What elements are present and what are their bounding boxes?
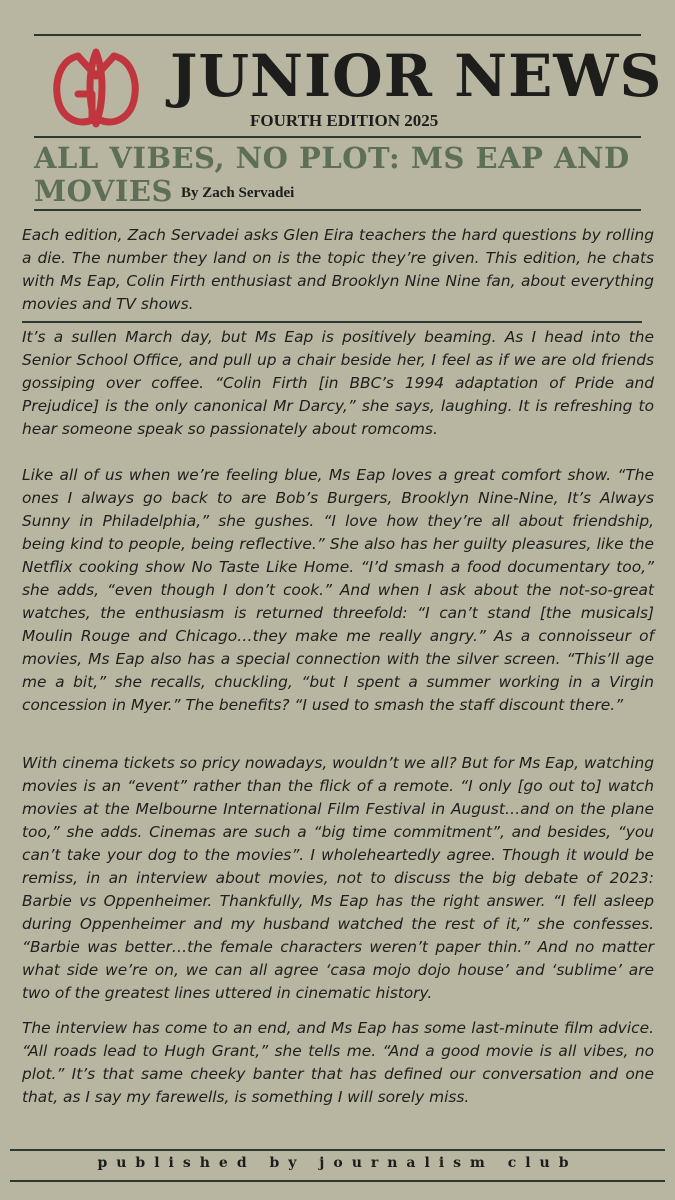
intro-divider [22, 321, 642, 323]
masthead [0, 0, 675, 140]
newsletter-title: JUNIOR NEWS [170, 42, 663, 110]
article-paragraph: The interview has come to an end, and Ms Eap has some last-minute film advice. “All roads lead to Hugh Grant,” she tells me. “And a good movie is all vibes, no plot.” It’s that same cheeky banter that has defined our conversation and one that, as I say my farewells, is something I will sorely miss. [22, 1019, 654, 1106]
byline: By Zach Servadei [180, 185, 295, 201]
article-paragraph: It’s a sullen March day, but Ms Eap is positively beaming. As I head into the Senior School Office, and pull up a chair beside her, I feel as if we are old friends gossiping over coffee. “Colin Firth [in BBC’s 1994 adaptation of Pride and Prejudice] is the only canonical Mr Darcy,” she says, laughing. It is refreshing to hear someone speak so passionately about romcoms. [22, 328, 654, 438]
edition-label: FOURTH EDITION 2025 [250, 111, 439, 130]
footer-bottom-rule [10, 1180, 665, 1182]
article-intro: Each edition, Zach Servadei asks Glen Eira teachers the hard questions by rolling a die. The number they land on is the topic they’re given. This edition, he chats with Ms Eap, Colin Firth enthusiast and Brooklyn Nine Nine fan, about everything movies and TV shows. [22, 226, 654, 313]
masthead-bottom-rule [34, 136, 641, 138]
footer-credit: published by journalism club [97, 1155, 578, 1171]
headline-bottom-rule [34, 209, 641, 211]
footer-top-rule [10, 1149, 665, 1151]
article-paragraph: Like all of us when we’re feeling blue, Ms Eap loves a great comfort show. “The ones I always go back to are Bob’s Burgers, Brooklyn Nine-Nine, It’s Always Sunny in Philadelphia,” she gushes. “I love how they’re all about friendship, being kind to people, being reflective.” She also has her guilty pleasures, like the Netflix cooking show No Taste Like Home. “I’d smash a food documentary too,” she adds, “even though I don’t cook.” And when I ask about the not-so-great watches, the enthusiasm is returned threefold: “I can’t stand [the musicals] Moulin Rouge and Chicago…they make me really angry.” As a connoisseur of movies, Ms Eap also has a special connection with the silver screen. “This’ll age me a bit,” she recalls, chuckling, “but I spent a summer working in a Virgin concession in Myer.” The benefits? “I used to smash the staff discount there.” [22, 466, 654, 714]
article-headline [34, 142, 634, 210]
article-paragraph: With cinema tickets so pricy nowadays, wouldn’t we all? But for Ms Eap, watching movies is an “event” rather than the flick of a remote. “I only [go out to] watch movies at the Melbourne International Film Festival in August…and on the plane too,” she adds. Cinemas are such a “big time commitment”, and besides, “you can’t take your dog to the movies”. I wholeheartedly agree. Though it would be remiss, in an interview about movies, not to discuss the big debate of 2023: Barbie vs Oppenheimer. Thankfully, Ms Eap has the right answer. “I fell asleep during Oppenheimer and my husband watched the rest of it,” she confesses. “Barbie was better…the female characters weren’t paper thin.” And no matter what side we’re on, we can all agree ‘casa mojo dojo house’ and ‘sublime’ are two of the greatest lines uttered in cinematic history. [22, 754, 654, 1002]
headline-text: ALL VIBES, NO PLOT: MS EAP AND MOVIES [34, 141, 630, 208]
school-logo [48, 42, 144, 132]
